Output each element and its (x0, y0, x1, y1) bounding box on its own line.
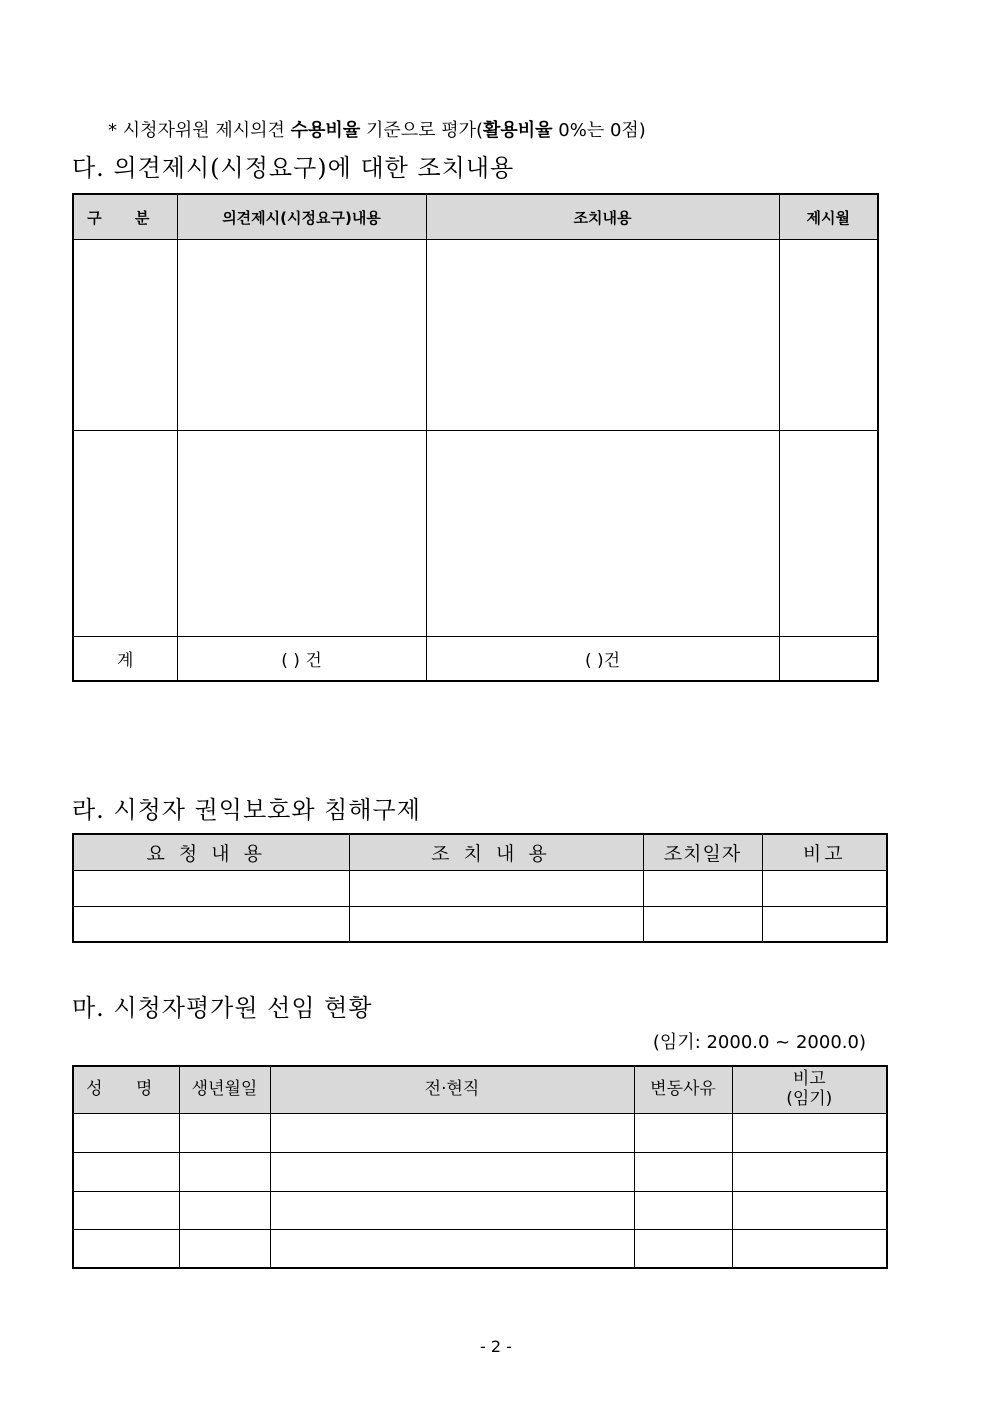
table-row (73, 431, 878, 637)
header-position: 전·현직 (270, 1066, 634, 1114)
header-name: 성 명 (73, 1066, 179, 1114)
table-row (73, 1153, 887, 1192)
section-ma-title: 마. 시청자평가원 선임 현황 (72, 994, 373, 1022)
header-birthdate: 생년월일 (179, 1066, 270, 1114)
header-remarks-term: 비고 (임기) (732, 1066, 887, 1114)
total-opinion-count: ( ) 건 (177, 637, 426, 681)
header-action-content: 조치내용 (349, 834, 643, 871)
section-da-title: 다. 의견제시(시정요구)에 대한 조치내용 (72, 154, 515, 182)
total-row (73, 637, 878, 681)
rights-protection-table (72, 833, 888, 943)
total-label: 계 (73, 637, 177, 681)
table-row (73, 240, 878, 431)
opinion-action-table (72, 193, 879, 682)
table-row (73, 871, 887, 907)
section-ra-title: 라. 시청자 권익보호와 침해구제 (72, 796, 421, 824)
term-period: (임기: 2000.0 ~ 2000.0) (652, 1032, 866, 1053)
header-action-date: 조치일자 (643, 834, 762, 871)
table-row (73, 1230, 887, 1268)
header-request-content: 요청내용 (73, 834, 349, 871)
header-category: 구 분 (73, 194, 177, 240)
header-month: 제시월 (779, 194, 878, 240)
evaluation-note: * 시청자위원 제시의견 수용비율 기준으로 평가(활용비율 0%는 0점) (108, 120, 646, 141)
table-row (73, 907, 887, 942)
page-number: - 2 - (480, 1337, 512, 1356)
header-remarks: 비고 (762, 834, 887, 871)
header-action-content: 조치내용 (426, 194, 779, 240)
total-action-count: ( )건 (426, 637, 779, 681)
evaluator-table (72, 1065, 888, 1269)
header-change-reason: 변동사유 (634, 1066, 732, 1114)
table-row (73, 1114, 887, 1153)
header-opinion-content: 의견제시(시정요구)내용 (177, 194, 426, 240)
table-row (73, 1192, 887, 1230)
